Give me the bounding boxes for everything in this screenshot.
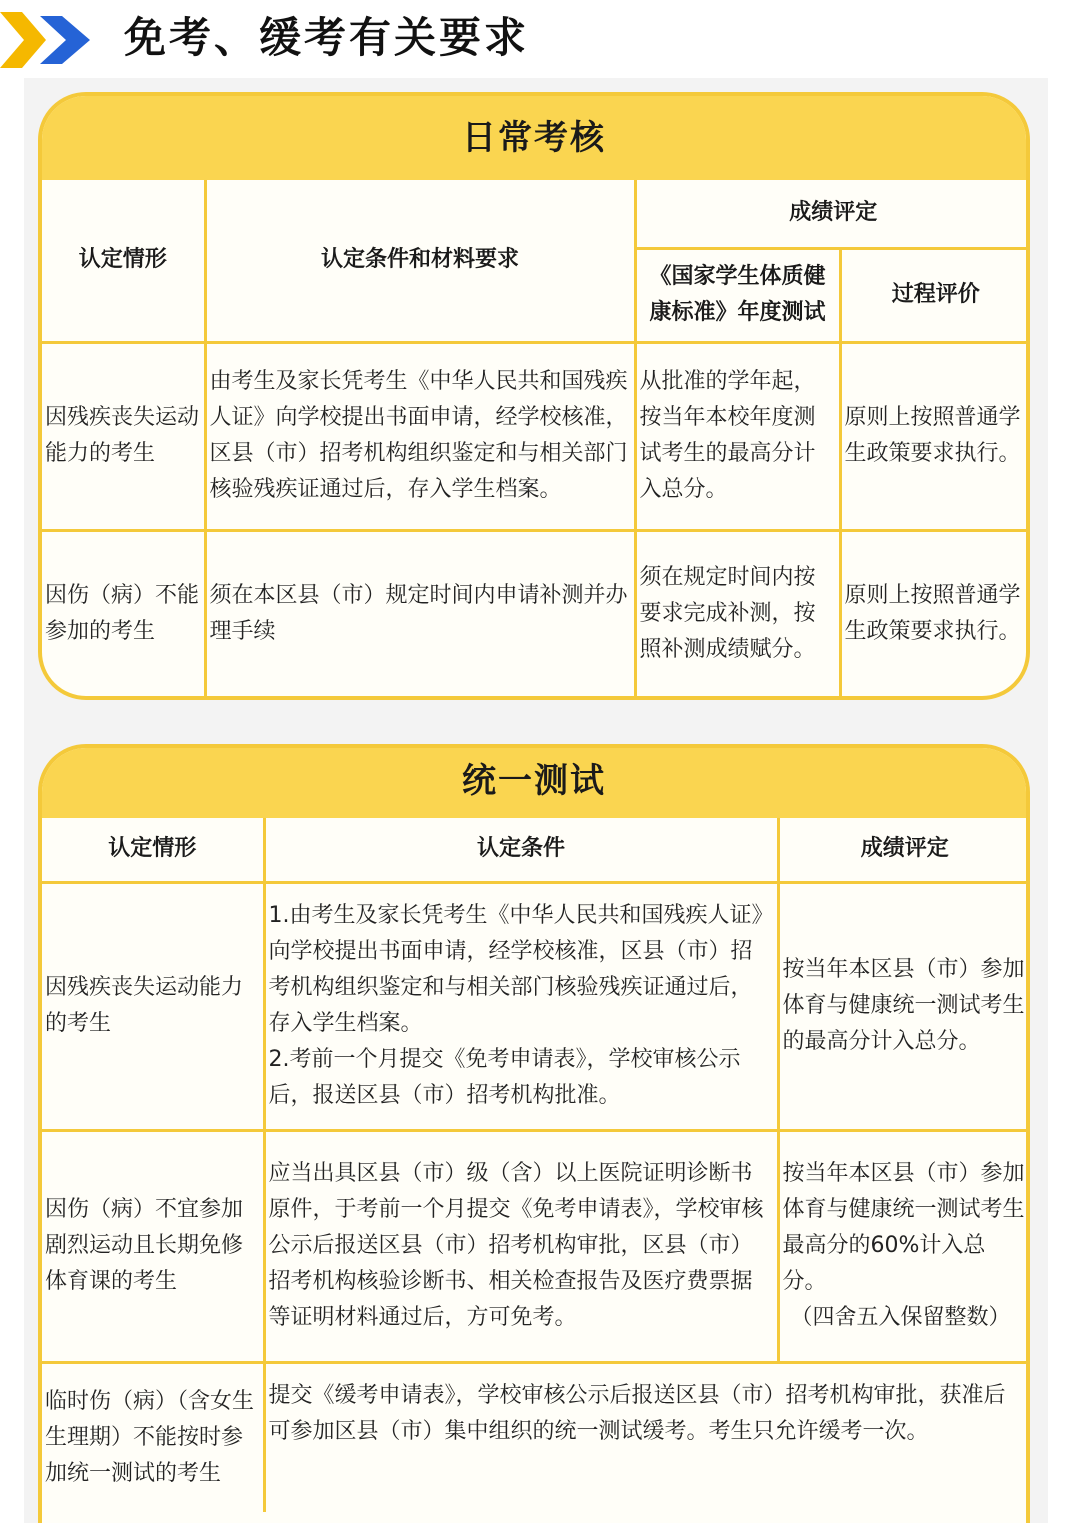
header-process: 过程评价 <box>840 248 1030 342</box>
row-annual: 须在规定时间内按要求完成补测，按照补测成绩赋分。 <box>635 530 840 696</box>
table-row <box>42 1130 1030 1362</box>
row-score: 按当年本区县（市）参加体育与健康统一测试考生最高分的60%计入总分。 <box>782 1161 1025 1294</box>
row-conditions: 由考生及家长凭考生《中华人民共和国残疾人证》向学校提出书面申请，经学校核准，区县（市）招考机构组织鉴定和与相关部门核验残疾证通过后，存入学生档案。 <box>205 342 635 530</box>
header-conditions: 认定条件 <box>264 818 778 882</box>
row-conditions: 1.由考生及家长凭考生《中华人民共和国残疾人证》向学校提出书面申请，经学校核准，区县（市）招考机构组织鉴定和与相关部门核验残疾证通过后，存入学生档案。 2.考前一个月提交《免考申请表》，学校审核公示后，报送区县（市）招考机构批准。 <box>264 882 778 1130</box>
unified-test-title: 统一测试 <box>42 748 1026 818</box>
row-situation: 因残疾丧失运动能力的考生 <box>42 882 264 1130</box>
table-row <box>42 530 1030 696</box>
table-row <box>42 1362 1030 1512</box>
row-score-cell <box>778 1130 1030 1362</box>
header-annual-test: 《国家学生体质健康标准》年度测试 <box>635 248 840 342</box>
row-process: 原则上按照普通学生政策要求执行。 <box>840 530 1030 696</box>
header-score: 成绩评定 <box>778 818 1030 882</box>
row-situation: 因伤（病）不能参加的考生 <box>42 530 205 696</box>
row-situation: 临时伤（病）（含女生生理期）不能按时参加统一测试的考生 <box>42 1362 264 1512</box>
row-score-note: （四舍五入保留整数） <box>790 1305 1011 1330</box>
table-row <box>42 342 1030 530</box>
header-score: 成绩评定 <box>635 180 1030 248</box>
row-conditions: 提交《缓考申请表》，学校审核公示后报送区县（市）招考机构审批，获准后可参加区县（市）集中组织的统一测试缓考。考生只允许缓考一次。 <box>264 1362 1030 1512</box>
row-conditions: 应当出具区县（市）级（含）以上医院证明诊断书原件，于考前一个月提交《免考申请表》，学校审核公示后报送区县（市）招考机构审批，区县（市）招考机构核验诊断书、相关检查报告及医疗费票据等证明材料通过后，方可免考。 <box>264 1130 778 1362</box>
daily-assessment-title: 日常考核 <box>42 96 1026 180</box>
daily-assessment-card <box>38 92 1030 700</box>
unified-test-table <box>42 818 1030 1512</box>
unified-test-card <box>38 744 1030 1523</box>
row-score: 按当年本区县（市）参加体育与健康统一测试考生的最高分计入总分。 <box>778 882 1030 1130</box>
row-process: 原则上按照普通学生政策要求执行。 <box>840 342 1030 530</box>
row-situation: 因残疾丧失运动能力的考生 <box>42 342 205 530</box>
page-title: 免考、缓考有关要求 <box>124 13 530 62</box>
header-situation: 认定情形 <box>42 180 205 342</box>
header-situation: 认定情形 <box>42 818 264 882</box>
daily-assessment-table <box>42 180 1030 696</box>
header-conditions: 认定条件和材料要求 <box>205 180 635 342</box>
row-annual: 从批准的学年起，按当年本校年度测试考生的最高分计入总分。 <box>635 342 840 530</box>
row-situation: 因伤（病）不宜参加剧烈运动且长期免修体育课的考生 <box>42 1130 264 1362</box>
table-row <box>42 882 1030 1130</box>
chevron-arrows-icon <box>0 12 100 68</box>
row-conditions: 须在本区县（市）规定时间内申请补测并办理手续 <box>205 530 635 696</box>
